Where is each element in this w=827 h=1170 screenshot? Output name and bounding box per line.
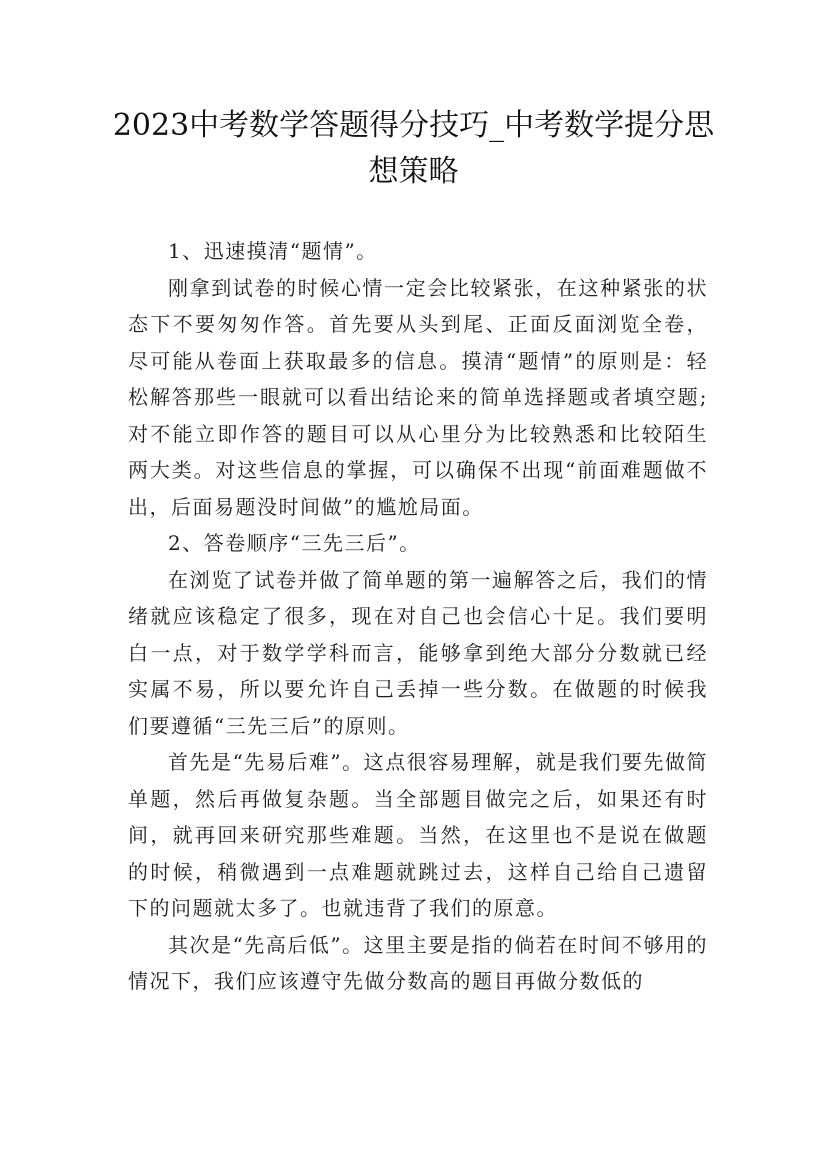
paragraph: 其次是“先高后低”。这里主要是指的倘若在时间不够用的情况下，我们应该遵守先做分数高的题目再做分数低的 — [128, 932, 708, 993]
paragraph: 首先是“先易后难”。这点很容易理解，就是我们要先做简单题，然后再做复杂题。当全部题目做完之后，如果还有时间，就再回来研究那些难题。当然，在这里也不是说在做题的时候，稍微遇到一点难题就跳过去，这样自己给自己遗留下的问题就太多了。也就违背了我们的原意。 — [128, 750, 708, 920]
document-body — [128, 233, 708, 1000]
paragraph-heading-2: 2、答卷顺序“三先三后”。 — [168, 531, 421, 555]
paragraph-heading-1: 1、迅速摸清“题情”。 — [168, 239, 378, 263]
document-title: 2023中考数学答题得分技巧_中考数学提分思想策略 — [112, 108, 715, 189]
paragraph: 刚拿到试卷的时候心情一定会比较紧张，在这种紧张的状态下不要匆匆作答。首先要从头到尾、正面反面浏览全卷，尽可能从卷面上获取最多的信息。摸清“题情”的原则是：轻松解答那些一眼就可以看出结论来的简单选择题或者填空题;对不能立即作答的题目可以从心里分为比较熟悉和比较陌生两大类。对这些信息的掌握，可以确保不出现“前面难题做不出，后面易题没时间做”的尴尬局面。 — [128, 275, 708, 519]
paragraph: 在浏览了试卷并做了简单题的第一遍解答之后，我们的情绪就应该稳定了很多，现在对自己也会信心十足。我们要明白一点，对于数学学科而言，能够拿到绝大部分分数就已经实属不易，所以要允许自己丢掉一些分数。在做题的时候我们要遵循“三先三后”的原则。 — [128, 567, 708, 738]
